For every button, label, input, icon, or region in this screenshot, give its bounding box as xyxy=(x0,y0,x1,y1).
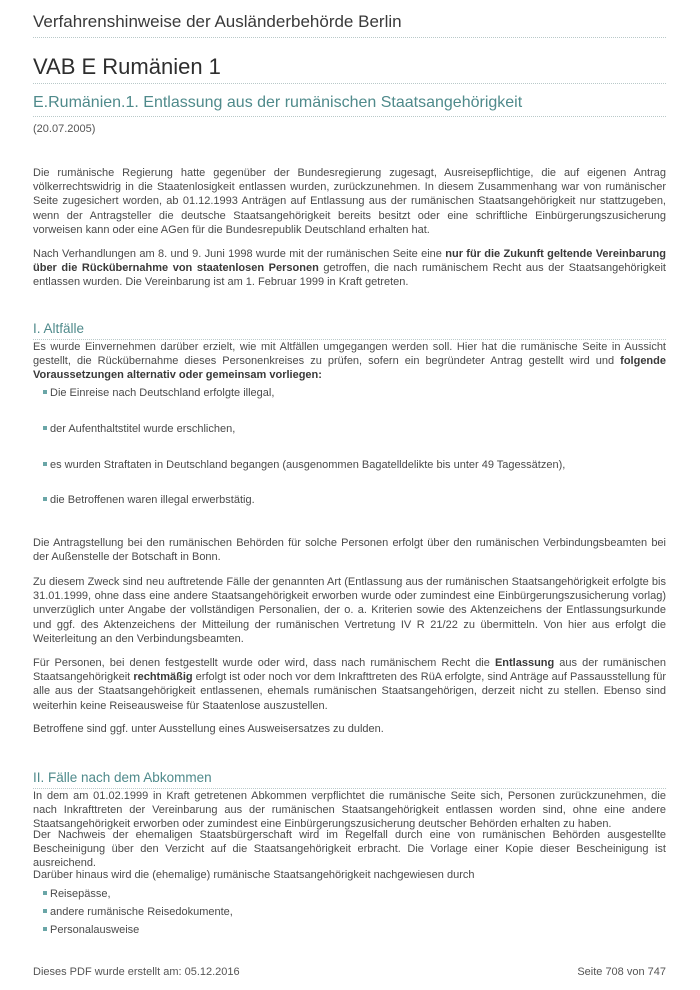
bullet-square-icon xyxy=(43,426,47,430)
section-title: E.Rumänien.1. Entlassung aus der rumänischen Staatsangehörigkeit xyxy=(33,94,523,111)
bullet-square-icon xyxy=(43,909,47,913)
altfaelle-paragraph-5: Betroffene sind ggf. unter Ausstellung eines Ausweisersatzes zu dulden. xyxy=(33,723,384,735)
page-title: VAB E Rumänien 1 xyxy=(33,54,221,79)
footer-page-number: Seite 708 von 747 xyxy=(577,966,666,978)
bullet-square-icon xyxy=(43,497,47,501)
altfaelle-paragraph-1: Es wurde Einvernehmen darüber erzielt, wie mit Altfällen umgegangen werden soll. Hier hat die rumänische Seite in Aussicht gestellt, die Rückübernahme dieses Personenkreises zu prüfen, sofern ein begründeter Antrag gestellt wird und folgende Voraussetzungen alternativ oder gemeinsam vorliegen: xyxy=(33,341,666,382)
abkommen-paragraph-3: Darüber hinaus wird die (ehemalige) rumänische Staatsangehörigkeit nachgewiesen durch xyxy=(33,869,475,881)
list-item: der Aufenthaltstitel wurde erschlichen, xyxy=(43,423,235,435)
bullet-square-icon xyxy=(43,390,47,394)
abkommen-paragraph-2: Der Nachweis der ehemaligen Staatsbürgerschaft wird im Regelfall durch eine von rumänischen Behörden ausgestellte Bescheinigung über den Verzicht auf die Staatsangehörigkeit erbracht. Die Vorlage einer Kopie dieser Bescheinigung ist ausreichend. xyxy=(33,829,666,870)
intro-paragraph-2: Nach Verhandlungen am 8. und 9. Juni 1998 wurde mit der rumänischen Seite eine nur für die Zukunft geltende Vereinbarung über die Rückübernahme von staatenlosen Personen getroffen, die nach rumänischem Recht aus der Staatsangehörigkeit entlassen wurden. Die Vereinbarung ist am 1. Februar 1999 in Kraft getreten. xyxy=(33,248,666,289)
footer-created-date: Dieses PDF wurde erstellt am: 05.12.2016 xyxy=(33,966,240,978)
section-heading-abkommen: II. Fälle nach dem Abkommen xyxy=(33,770,212,785)
list-item: andere rumänische Reisedokumente, xyxy=(43,906,233,918)
abkommen-paragraph-1: In dem am 01.02.1999 in Kraft getretenen Abkommen verpflichtet die rumänische Seite sich, Personen zurückzunehmen, die nach Inkrafttreten der Vereinbarung aus der rumänischen Staatsangehörigkeit entlassen worden sind, ohne eine andere Staatsangehörigkeit erworben oder zumindest eine Einbürgerungszusicherung deutscher Behörden erhalten zu haben. xyxy=(33,790,666,831)
list-item: es wurden Straftaten in Deutschland begangen (ausgenommen Bagatelldelikte bis unter 49 Tagessätzen), xyxy=(43,459,565,471)
list-item: Personalausweise xyxy=(43,924,139,936)
altfaelle-paragraph-3: Zu diesem Zweck sind neu auftretende Fälle der genannten Art (Entlassung aus der rumänischen Staatsangehörigkeit erfolgte bis 31.01.1999, ohne dass eine andere Staatsangehörigkeit erworben wurde oder zumindest eine Einbürgerungszusicherung vorlag) unverzüglich unter Angabe der vollständigen Personalien, der o. a. Kriterien sowie des Aktenzeichens der Entlassungsurkunde und ggf. des Aktenzeichens der Mitteilung der rumänischen Vertretung IV R 21/22 zu übermitteln. Von hier aus erfolgt die Weiterleitung an den Verbindungsbeamten. xyxy=(33,576,666,645)
title-divider xyxy=(33,83,666,84)
altfaelle-paragraph-4: Für Personen, bei denen festgestellt wurde oder wird, dass nach rumänischem Recht die Entlassung aus der rumänischen Staatsangehörigkeit rechtmäßig erfolgt ist oder noch vor dem Inkrafttreten des RüA erfolgte, sind Anträge auf Passausstellung für alle aus der Staatsangehörigkeit entlassenen, ehemals rumänischen Staatsangehörigen, derzeit nicht zu stellen. Ebenso sind weiterhin keine Reiseausweise für Staatenlose auszustellen. xyxy=(33,657,667,712)
bullet-square-icon xyxy=(43,462,47,466)
list-item: die Betroffenen waren illegal erwerbstätig. xyxy=(43,494,255,506)
intro-paragraph-1: Die rumänische Regierung hatte gegenüber der Bundesregierung zugesagt, Ausreisepflichtige, die auf eigenen Antrag völkerrechtswidrig in die Staatenlosigkeit entlassen wurden, zurückzunehmen. In diesem Zusammenhang war von rumänischer Seite zugesichert worden, ab 01.12.1993 Anträgen auf Entlassung aus der rumänischen Staatsangehörigkeit nur stattzugeben, wenn der Antragsteller die deutsche Staatsangehörigkeit bereits besitzt oder eine schriftliche Einbürgerungszusicherung vorweisen kann oder eine AGen für die Bundesrepublik Deutschland erhalten hat. xyxy=(33,167,666,236)
subtitle-divider xyxy=(33,116,666,117)
bullet-square-icon xyxy=(43,927,47,931)
list-item: Reisepässe, xyxy=(43,888,111,900)
document-date: (20.07.2005) xyxy=(33,123,96,135)
list-item: Die Einreise nach Deutschland erfolgte illegal, xyxy=(43,387,274,399)
altfaelle-paragraph-2: Die Antragstellung bei den rumänischen Behörden für solche Personen erfolgt über den rumänischen Verbindungsbeamten bei der Außenstelle der Botschaft in Bonn. xyxy=(33,537,666,564)
header-divider xyxy=(33,37,666,38)
bullet-square-icon xyxy=(43,891,47,895)
document-header-title: Verfahrenshinweise der Ausländerbehörde Berlin xyxy=(33,12,402,31)
section-heading-altfaelle: I. Altfälle xyxy=(33,321,85,336)
